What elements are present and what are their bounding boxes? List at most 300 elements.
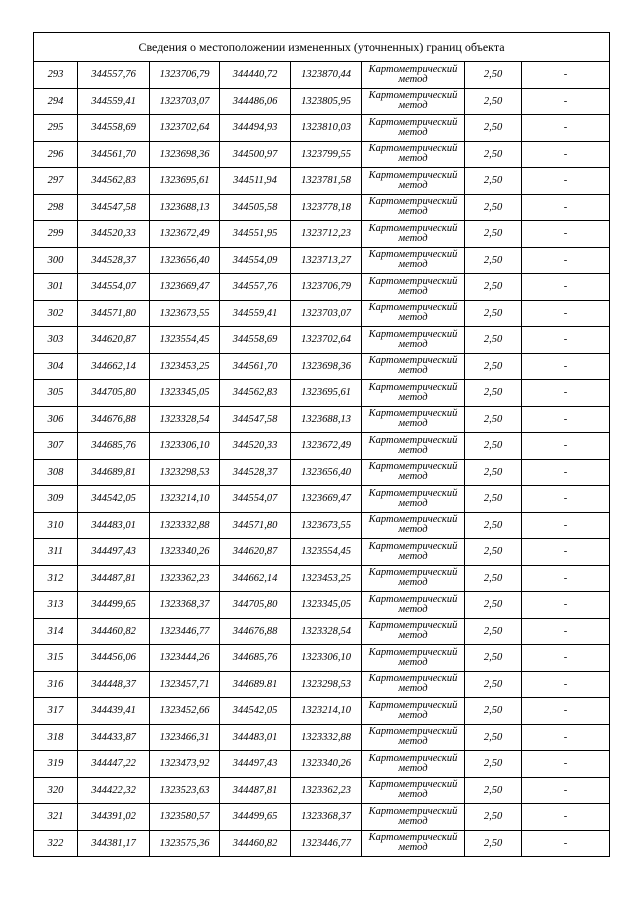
existing-x-cell: 344571,80	[78, 300, 150, 327]
note-cell: -	[522, 274, 610, 301]
new-x-cell: 344705,80	[220, 592, 291, 619]
method-line-2: метод	[398, 550, 428, 562]
method-line-1: Картометрический	[368, 328, 458, 340]
accuracy-cell: 2,50	[465, 62, 522, 89]
note-cell: -	[522, 300, 610, 327]
point-number-cell: 312	[34, 565, 78, 592]
new-x-cell: 344440,72	[220, 62, 291, 89]
accuracy-cell: 2,50	[465, 221, 522, 248]
new-y-cell: 1323340,26	[291, 751, 362, 778]
point-number-cell: 304	[34, 353, 78, 380]
accuracy-cell: 2,50	[465, 115, 522, 142]
point-number-cell: 299	[34, 221, 78, 248]
method-line-2: метод	[398, 842, 428, 854]
point-number-cell: 313	[34, 592, 78, 619]
method-cell	[362, 194, 465, 221]
new-x-cell: 344620,87	[220, 539, 291, 566]
existing-x-cell: 344558,69	[78, 115, 150, 142]
method-line-1: Картометрический	[368, 169, 458, 181]
note-cell: -	[522, 645, 610, 672]
new-x-cell: 344547,58	[220, 406, 291, 433]
point-number-cell: 316	[34, 671, 78, 698]
existing-x-cell: 344676,88	[78, 406, 150, 433]
point-number-cell: 307	[34, 433, 78, 460]
method-line-1: Картометрический	[368, 832, 458, 844]
new-x-cell: 344559,41	[220, 300, 291, 327]
note-cell: -	[522, 486, 610, 513]
note-cell: -	[522, 724, 610, 751]
new-y-cell: 1323706,79	[291, 274, 362, 301]
new-x-cell: 344486,06	[220, 88, 291, 115]
method-line-2: метод	[398, 656, 428, 668]
method-line-2: метод	[398, 524, 428, 536]
method-line-1: Картометрический	[368, 434, 458, 446]
accuracy-cell: 2,50	[465, 247, 522, 274]
note-cell: -	[522, 804, 610, 831]
existing-x-cell: 344483,01	[78, 512, 150, 539]
existing-y-cell: 1323457,71	[150, 671, 220, 698]
accuracy-cell: 2,50	[465, 353, 522, 380]
existing-y-cell: 1323332,88	[150, 512, 220, 539]
method-cell	[362, 565, 465, 592]
new-y-cell: 1323656,40	[291, 459, 362, 486]
point-number-cell: 293	[34, 62, 78, 89]
point-number-cell: 320	[34, 777, 78, 804]
table-row	[34, 62, 610, 89]
existing-x-cell: 344497,43	[78, 539, 150, 566]
method-cell	[362, 380, 465, 407]
point-number-cell: 317	[34, 698, 78, 725]
method-line-1: Картометрический	[368, 249, 458, 261]
new-y-cell: 1323688,13	[291, 406, 362, 433]
point-number-cell: 309	[34, 486, 78, 513]
existing-y-cell: 1323345,05	[150, 380, 220, 407]
method-cell	[362, 618, 465, 645]
method-line-1: Картометрический	[368, 143, 458, 155]
point-number-cell: 297	[34, 168, 78, 195]
existing-x-cell: 344562,83	[78, 168, 150, 195]
note-cell: -	[522, 141, 610, 168]
point-number-cell: 322	[34, 830, 78, 857]
point-number-cell: 311	[34, 539, 78, 566]
new-x-cell: 344505,58	[220, 194, 291, 221]
new-x-cell: 344689.81	[220, 671, 291, 698]
new-y-cell: 1323362,23	[291, 777, 362, 804]
method-line-1: Картометрический	[368, 116, 458, 128]
method-line-1: Картометрический	[368, 540, 458, 552]
note-cell: -	[522, 592, 610, 619]
table-row	[34, 539, 610, 566]
existing-x-cell: 344685,76	[78, 433, 150, 460]
note-cell: -	[522, 830, 610, 857]
method-line-2: метод	[398, 762, 428, 774]
method-line-2: метод	[398, 789, 428, 801]
existing-x-cell: 344528,37	[78, 247, 150, 274]
existing-y-cell: 1323368,37	[150, 592, 220, 619]
existing-x-cell: 344447,22	[78, 751, 150, 778]
existing-x-cell: 344554,07	[78, 274, 150, 301]
existing-y-cell: 1323453,25	[150, 353, 220, 380]
method-line-2: метод	[398, 259, 428, 271]
new-y-cell: 1323453,25	[291, 565, 362, 592]
table-row	[34, 300, 610, 327]
note-cell: -	[522, 406, 610, 433]
method-line-2: метод	[398, 126, 428, 138]
existing-x-cell: 344433,87	[78, 724, 150, 751]
new-x-cell: 344487,81	[220, 777, 291, 804]
table-row	[34, 486, 610, 513]
new-y-cell: 1323672,49	[291, 433, 362, 460]
accuracy-cell: 2,50	[465, 512, 522, 539]
note-cell: -	[522, 618, 610, 645]
new-x-cell: 344662,14	[220, 565, 291, 592]
table-row	[34, 141, 610, 168]
method-line-2: метод	[398, 815, 428, 827]
new-x-cell: 344500,97	[220, 141, 291, 168]
method-cell	[362, 433, 465, 460]
new-y-cell: 1323446,77	[291, 830, 362, 857]
table-header-row	[34, 33, 610, 62]
method-line-2: метод	[398, 603, 428, 615]
method-line-2: метод	[398, 153, 428, 165]
existing-y-cell: 1323656,40	[150, 247, 220, 274]
accuracy-cell: 2,50	[465, 459, 522, 486]
point-number-cell: 295	[34, 115, 78, 142]
existing-x-cell: 344381,17	[78, 830, 150, 857]
new-x-cell: 344557,76	[220, 274, 291, 301]
accuracy-cell: 2,50	[465, 88, 522, 115]
method-line-1: Картометрический	[368, 487, 458, 499]
existing-x-cell: 344689,81	[78, 459, 150, 486]
new-x-cell: 344483,01	[220, 724, 291, 751]
method-line-2: метод	[398, 391, 428, 403]
method-line-1: Картометрический	[368, 620, 458, 632]
method-line-1: Картометрический	[368, 461, 458, 473]
table-row	[34, 804, 610, 831]
table-row	[34, 406, 610, 433]
method-cell	[362, 592, 465, 619]
note-cell: -	[522, 247, 610, 274]
method-line-2: метод	[398, 630, 428, 642]
point-number-cell: 314	[34, 618, 78, 645]
method-line-2: метод	[398, 418, 428, 430]
table-row	[34, 327, 610, 354]
existing-x-cell: 344705,80	[78, 380, 150, 407]
new-x-cell: 344460,82	[220, 830, 291, 857]
method-line-1: Картометрический	[368, 90, 458, 102]
existing-y-cell: 1323444,26	[150, 645, 220, 672]
method-line-2: метод	[398, 736, 428, 748]
new-y-cell: 1323673,55	[291, 512, 362, 539]
new-x-cell: 344571,80	[220, 512, 291, 539]
method-cell	[362, 645, 465, 672]
accuracy-cell: 2,50	[465, 168, 522, 195]
accuracy-cell: 2,50	[465, 327, 522, 354]
existing-y-cell: 1323340,26	[150, 539, 220, 566]
accuracy-cell: 2,50	[465, 724, 522, 751]
method-cell	[362, 459, 465, 486]
accuracy-cell: 2,50	[465, 539, 522, 566]
method-cell	[362, 724, 465, 751]
table-row	[34, 274, 610, 301]
point-number-cell: 305	[34, 380, 78, 407]
existing-x-cell: 344620,87	[78, 327, 150, 354]
existing-y-cell: 1323688,13	[150, 194, 220, 221]
new-y-cell: 1323799,55	[291, 141, 362, 168]
point-number-cell: 298	[34, 194, 78, 221]
method-line-1: Картометрический	[368, 593, 458, 605]
method-line-1: Картометрический	[368, 726, 458, 738]
new-y-cell: 1323712,23	[291, 221, 362, 248]
table-row	[34, 671, 610, 698]
existing-x-cell: 344439,41	[78, 698, 150, 725]
existing-y-cell: 1323306,10	[150, 433, 220, 460]
new-x-cell: 344685,76	[220, 645, 291, 672]
method-line-1: Картометрический	[368, 355, 458, 367]
method-cell	[362, 62, 465, 89]
accuracy-cell: 2,50	[465, 618, 522, 645]
accuracy-cell: 2,50	[465, 565, 522, 592]
existing-x-cell: 344499,65	[78, 592, 150, 619]
method-cell	[362, 539, 465, 566]
method-line-1: Картометрический	[368, 779, 458, 791]
note-cell: -	[522, 62, 610, 89]
existing-y-cell: 1323695,61	[150, 168, 220, 195]
new-x-cell: 344561,70	[220, 353, 291, 380]
existing-x-cell: 344487,81	[78, 565, 150, 592]
method-line-1: Картометрический	[368, 196, 458, 208]
method-line-2: метод	[398, 577, 428, 589]
new-y-cell: 1323703,07	[291, 300, 362, 327]
existing-x-cell: 344460,82	[78, 618, 150, 645]
method-cell	[362, 168, 465, 195]
note-cell: -	[522, 512, 610, 539]
method-line-2: метод	[398, 497, 428, 509]
existing-y-cell: 1323702,64	[150, 115, 220, 142]
note-cell: -	[522, 115, 610, 142]
table-row	[34, 830, 610, 857]
new-x-cell: 344511,94	[220, 168, 291, 195]
new-y-cell: 1323368,37	[291, 804, 362, 831]
method-cell	[362, 486, 465, 513]
note-cell: -	[522, 459, 610, 486]
point-number-cell: 302	[34, 300, 78, 327]
point-number-cell: 306	[34, 406, 78, 433]
existing-y-cell: 1323698,36	[150, 141, 220, 168]
existing-y-cell: 1323452,66	[150, 698, 220, 725]
table-row	[34, 221, 610, 248]
new-x-cell: 344499,65	[220, 804, 291, 831]
table-row	[34, 433, 610, 460]
point-number-cell: 321	[34, 804, 78, 831]
method-line-1: Картометрический	[368, 805, 458, 817]
existing-x-cell: 344542,05	[78, 486, 150, 513]
method-line-2: метод	[398, 206, 428, 218]
new-y-cell: 1323781,58	[291, 168, 362, 195]
new-y-cell: 1323695,61	[291, 380, 362, 407]
existing-x-cell: 344561,70	[78, 141, 150, 168]
method-line-1: Картометрический	[368, 222, 458, 234]
new-x-cell: 344497,43	[220, 751, 291, 778]
accuracy-cell: 2,50	[465, 141, 522, 168]
point-number-cell: 308	[34, 459, 78, 486]
new-y-cell: 1323805,95	[291, 88, 362, 115]
method-line-2: метод	[398, 179, 428, 191]
existing-y-cell: 1323328,54	[150, 406, 220, 433]
accuracy-cell: 2,50	[465, 433, 522, 460]
table-row	[34, 88, 610, 115]
method-line-2: метод	[398, 73, 428, 85]
new-y-cell: 1323870,44	[291, 62, 362, 89]
accuracy-cell: 2,50	[465, 274, 522, 301]
method-cell	[362, 300, 465, 327]
method-line-1: Картометрический	[368, 302, 458, 314]
method-line-2: метод	[398, 444, 428, 456]
new-y-cell: 1323306,10	[291, 645, 362, 672]
method-cell	[362, 353, 465, 380]
point-number-cell: 318	[34, 724, 78, 751]
method-line-1: Картометрический	[368, 752, 458, 764]
new-x-cell: 344554,09	[220, 247, 291, 274]
method-line-1: Картометрический	[368, 646, 458, 658]
note-cell: -	[522, 168, 610, 195]
method-cell	[362, 751, 465, 778]
note-cell: -	[522, 539, 610, 566]
new-y-cell: 1323669,47	[291, 486, 362, 513]
method-cell	[362, 804, 465, 831]
method-line-2: метод	[398, 365, 428, 377]
note-cell: -	[522, 88, 610, 115]
method-line-1: Картометрический	[368, 567, 458, 579]
method-cell	[362, 327, 465, 354]
new-y-cell: 1323214,10	[291, 698, 362, 725]
method-cell	[362, 247, 465, 274]
point-number-cell: 303	[34, 327, 78, 354]
table-row	[34, 168, 610, 195]
method-cell	[362, 830, 465, 857]
method-line-2: метод	[398, 471, 428, 483]
method-cell	[362, 406, 465, 433]
point-number-cell: 310	[34, 512, 78, 539]
note-cell: -	[522, 751, 610, 778]
method-line-2: метод	[398, 338, 428, 350]
existing-x-cell: 344391,02	[78, 804, 150, 831]
existing-x-cell: 344547,58	[78, 194, 150, 221]
new-y-cell: 1323702,64	[291, 327, 362, 354]
table-row	[34, 698, 610, 725]
table-row	[34, 565, 610, 592]
existing-x-cell: 344520,33	[78, 221, 150, 248]
note-cell: -	[522, 194, 610, 221]
method-line-2: метод	[398, 232, 428, 244]
new-x-cell: 344676,88	[220, 618, 291, 645]
table-row	[34, 247, 610, 274]
new-y-cell: 1323554,45	[291, 539, 362, 566]
existing-y-cell: 1323706,79	[150, 62, 220, 89]
accuracy-cell: 2,50	[465, 777, 522, 804]
existing-y-cell: 1323466,31	[150, 724, 220, 751]
table-row	[34, 380, 610, 407]
existing-x-cell: 344559,41	[78, 88, 150, 115]
existing-y-cell: 1323523,63	[150, 777, 220, 804]
method-cell	[362, 274, 465, 301]
new-x-cell: 344520,33	[220, 433, 291, 460]
new-x-cell: 344528,37	[220, 459, 291, 486]
accuracy-cell: 2,50	[465, 698, 522, 725]
method-line-1: Картометрический	[368, 699, 458, 711]
point-number-cell: 319	[34, 751, 78, 778]
note-cell: -	[522, 353, 610, 380]
method-cell	[362, 777, 465, 804]
table-row	[34, 645, 610, 672]
table-row	[34, 115, 610, 142]
point-number-cell: 294	[34, 88, 78, 115]
point-number-cell: 300	[34, 247, 78, 274]
new-x-cell: 344554,07	[220, 486, 291, 513]
existing-x-cell: 344662,14	[78, 353, 150, 380]
method-cell	[362, 88, 465, 115]
table-row	[34, 459, 610, 486]
new-y-cell: 1323810,03	[291, 115, 362, 142]
note-cell: -	[522, 433, 610, 460]
existing-y-cell: 1323473,92	[150, 751, 220, 778]
table-row	[34, 592, 610, 619]
existing-x-cell: 344456,06	[78, 645, 150, 672]
note-cell: -	[522, 698, 610, 725]
existing-y-cell: 1323362,23	[150, 565, 220, 592]
existing-y-cell: 1323446,77	[150, 618, 220, 645]
note-cell: -	[522, 221, 610, 248]
existing-x-cell: 344422,32	[78, 777, 150, 804]
method-line-2: метод	[398, 100, 428, 112]
new-x-cell: 344562,83	[220, 380, 291, 407]
new-y-cell: 1323328,54	[291, 618, 362, 645]
existing-y-cell: 1323554,45	[150, 327, 220, 354]
existing-y-cell: 1323214,10	[150, 486, 220, 513]
method-line-2: метод	[398, 709, 428, 721]
method-line-1: Картометрический	[368, 63, 458, 75]
existing-y-cell: 1323673,55	[150, 300, 220, 327]
method-line-2: метод	[398, 312, 428, 324]
new-y-cell: 1323298,53	[291, 671, 362, 698]
boundary-coordinates-table	[33, 32, 610, 857]
method-line-1: Картометрический	[368, 408, 458, 420]
method-cell	[362, 671, 465, 698]
existing-y-cell: 1323298,53	[150, 459, 220, 486]
note-cell: -	[522, 327, 610, 354]
new-y-cell: 1323778,18	[291, 194, 362, 221]
accuracy-cell: 2,50	[465, 300, 522, 327]
method-line-2: метод	[398, 285, 428, 297]
table-row	[34, 353, 610, 380]
table-row	[34, 618, 610, 645]
table-title: Сведения о местоположении измененных (уточненных) границ объекта	[34, 33, 610, 62]
method-line-1: Картометрический	[368, 514, 458, 526]
existing-x-cell: 344448,37	[78, 671, 150, 698]
accuracy-cell: 2,50	[465, 751, 522, 778]
accuracy-cell: 2,50	[465, 671, 522, 698]
point-number-cell: 301	[34, 274, 78, 301]
new-y-cell: 1323698,36	[291, 353, 362, 380]
existing-x-cell: 344557,76	[78, 62, 150, 89]
existing-y-cell: 1323672,49	[150, 221, 220, 248]
accuracy-cell: 2,50	[465, 592, 522, 619]
method-line-1: Картометрический	[368, 381, 458, 393]
new-y-cell: 1323332,88	[291, 724, 362, 751]
accuracy-cell: 2,50	[465, 830, 522, 857]
accuracy-cell: 2,50	[465, 804, 522, 831]
table-row	[34, 751, 610, 778]
